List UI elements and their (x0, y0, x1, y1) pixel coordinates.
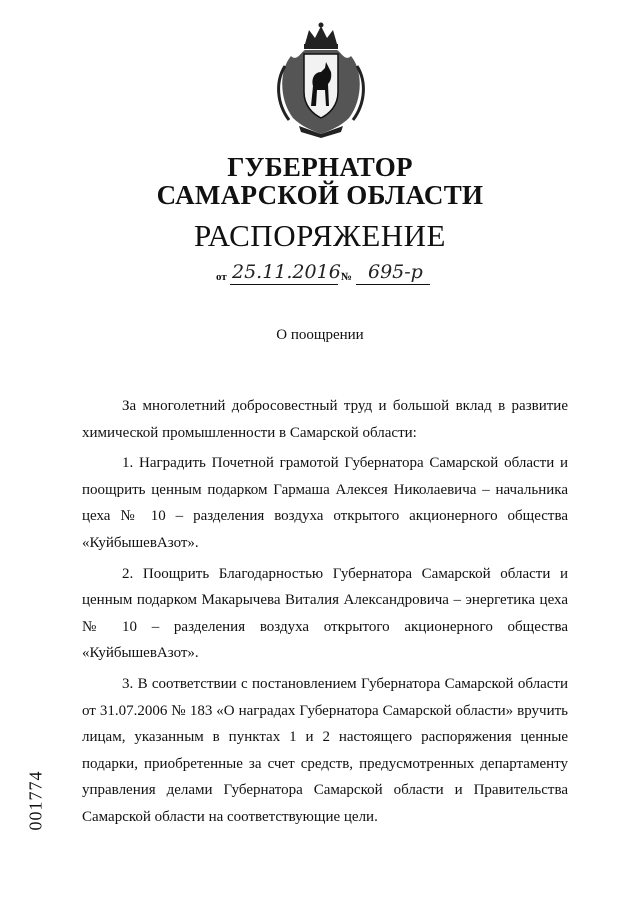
handwritten-number: 695-р (368, 261, 423, 283)
body-paragraph: 1. Наградить Почетной грамотой Губернатора Самарской области и поощрить ценным подарком Гармаша Алексея Николаевича – начальника цеха № 10 – разделения воздуха открытого акционерного общества «КуйбышевАзот». (82, 455, 568, 551)
document-subject: О поощрении (276, 327, 364, 343)
samara-coat-of-arms-icon (271, 22, 371, 138)
document-body (82, 393, 568, 831)
body-paragraph: 2. Поощрить Благодарностью Губернатора Самарской области и ценным подарком Макарычева Виталия Александровича – энергетика цеха № 10 – разделения воздуха открытого акционерного общества «КуйбышевАзот». (82, 565, 568, 662)
header-line1: ГУБЕРНАТОР (227, 152, 413, 182)
number-underline (356, 284, 430, 285)
body-paragraph: За многолетний добросовестный труд и большой вклад в развитие химической промышленности в Самарской области: (82, 398, 568, 441)
date-number-line (0, 263, 640, 289)
date-underline (230, 284, 338, 285)
number-label: № (341, 271, 353, 283)
date-from-label: от (216, 271, 227, 283)
doc-type-title: РАСПОРЯЖЕНИЕ (194, 218, 446, 253)
header-line2: САМАРСКОЙ ОБЛАСТИ (156, 180, 484, 210)
handwritten-date: 25.11.2016 (232, 261, 341, 283)
margin-serial-number (18, 770, 78, 830)
body-paragraph: 3. В соответствии с постановлением Губернатора Самарской области от 31.07.2006 № 183 «О наградах Губернатора Самарской области» вручить лицам, указанным в пунктах 1 и 2 настоящего распоряжения ценные подарки, приобретенные за счет средств, предусмотренных департаменту управления делами Губернатора Самарской области и Правительства Самарской области на соответствующие цели. (82, 675, 568, 825)
margin-serial-text: 001774 (25, 770, 46, 831)
